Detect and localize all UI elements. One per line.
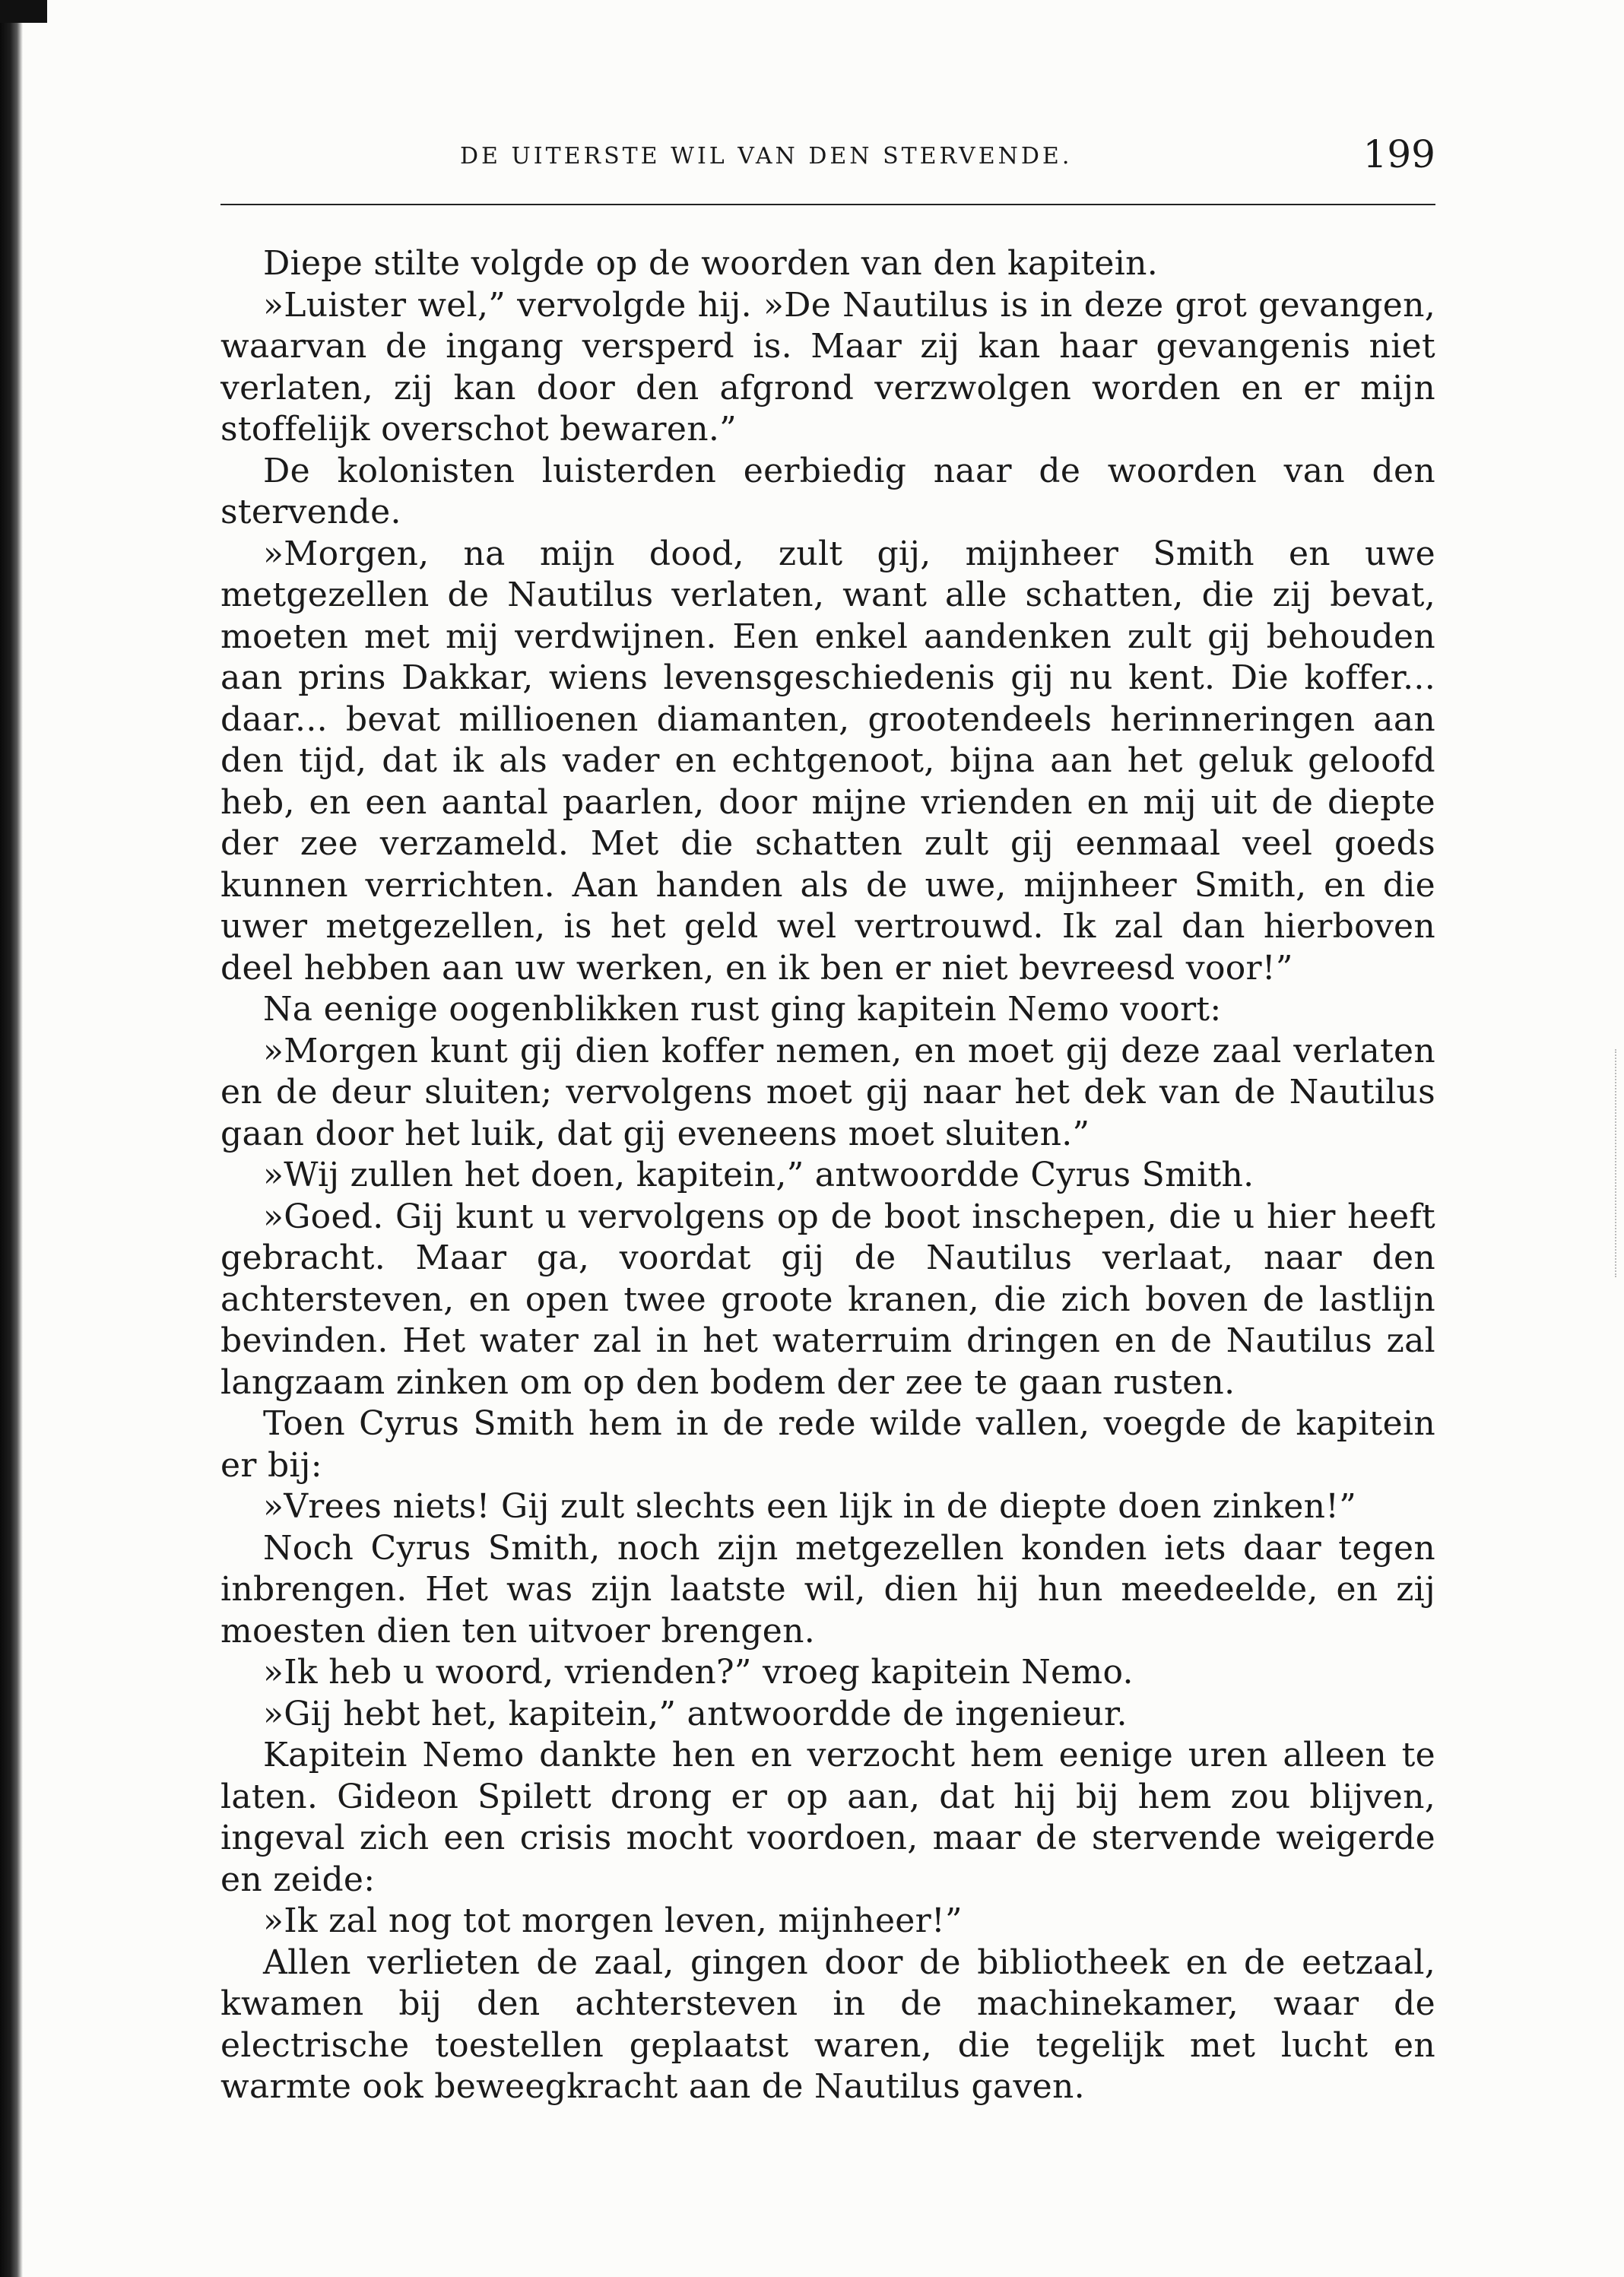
- book-spine-shadow: [0, 0, 23, 2277]
- page-header: [220, 132, 1435, 182]
- paragraph: Noch Cyrus Smith, noch zijn metgezellen konden iets daar tegen inbrengen. Het was zijn laatste wil, dien hij hun meedeelde, en zij moesten dien ten uitvoer brengen.: [220, 1528, 1435, 1651]
- paragraph: »Luister wel,” vervolgde hij. »De Nautilus is in deze grot gevangen, waarvan de ingang versperd is. Maar zij kan haar gevangenis niet verlaten, zij kan door den afgrond verzwolgen worden en er mijn stoffelijk overschot bewaren.”: [220, 285, 1435, 449]
- paragraph: Toen Cyrus Smith hem in de rede wilde vallen, voegde de kapitein er bij:: [220, 1404, 1435, 1485]
- paragraph: »Goed. Gij kunt u vervolgens op de boot inschepen, die u hier heeft gebracht. Maar ga, voordat gij de Nautilus verlaat, naar den achtersteven, en open twee groote kranen, die zich boven de lastlijn bevinden. Het water zal in het waterruim dringen en de Nautilus zal langzaam zinken om op den bodem der zee te gaan rusten.: [220, 1197, 1435, 1402]
- paragraph: De kolonisten luisterden eerbiedig naar de woorden van den stervende.: [220, 451, 1435, 531]
- header-rule: [220, 204, 1435, 205]
- book-spine-top: [0, 0, 47, 23]
- paragraph: Kapitein Nemo dankte hen en verzocht hem eenige uren alleen te laten. Gideon Spilett drong er op aan, dat hij bij hem zou blijven, ingeval zich een crisis mocht voordoen, maar de stervende weigerde en zeide:: [220, 1736, 1435, 1899]
- paragraph: Na eenige oogenblikken rust ging kapitein Nemo voort:: [263, 990, 1222, 1029]
- paragraph: Allen verlieten de zaal, gingen door de bibliotheek en de eetzaal, kwamen bij den achtersteven in de machinekamer, waar de electrische toestellen geplaatst waren, die tegelijk met lucht en warmte ook beweegkracht aan de Nautilus gaven.: [220, 1942, 1435, 2106]
- paragraph: »Morgen, na mijn dood, zult gij, mijnheer Smith en uwe metgezellen de Nautilus verlaten, want alle schatten, die zij bevat, moeten met mij verdwijnen. Een enkel aandenken zult gij behouden aan prins Dakkar, wiens levensgeschiedenis gij nu kent. Die koffer... daar... bevat millioenen diamanten, grootendeels herinneringen aan den tijd, dat ik als vader en echtgenoot, bijna aan het geluk geloofd heb, en een aantal paarlen, door mijne vrienden en mij uit de diepte der zee verzameld. Met die schatten zult gij eenmaal veel goeds kunnen verrichten. Aan handen als de uwe, mijnheer Smith, en die uwer metgezellen, is het geld wel vertrouwd. Ik zal dan hierboven deel hebben aan uw werken, en ik ben er niet bevreesd voor!”: [220, 534, 1435, 988]
- running-head: DE UITERSTE WIL VAN DEN STERVENDE.: [460, 143, 1073, 170]
- paragraph: »Vrees niets! Gij zult slechts een lijk in de diepte doen zinken!”: [263, 1487, 1356, 1526]
- paragraph: »Ik heb u woord, vrienden?” vroeg kapitein Nemo.: [263, 1653, 1134, 1692]
- paragraph: »Ik zal nog tot morgen leven, mijnheer!”: [263, 1901, 963, 1940]
- page-edge-marks: [1615, 1049, 1619, 1277]
- paragraph: »Morgen kunt gij dien koffer nemen, en moet gij deze zaal verlaten en de deur sluiten; vervolgens moet gij naar het dek van de Nautilus gaan door het luik, dat gij eveneens moet sluiten.”: [220, 1031, 1435, 1153]
- paragraph: Diepe stilte volgde op de woorden van den kapitein.: [263, 244, 1159, 283]
- page-number: 199: [1362, 132, 1435, 176]
- paragraph: »Gij hebt het, kapitein,” antwoordde de ingenieur.: [263, 1694, 1128, 1733]
- paragraph: »Wij zullen het doen, kapitein,” antwoordde Cyrus Smith.: [263, 1156, 1254, 1194]
- body-text: [220, 243, 1435, 2108]
